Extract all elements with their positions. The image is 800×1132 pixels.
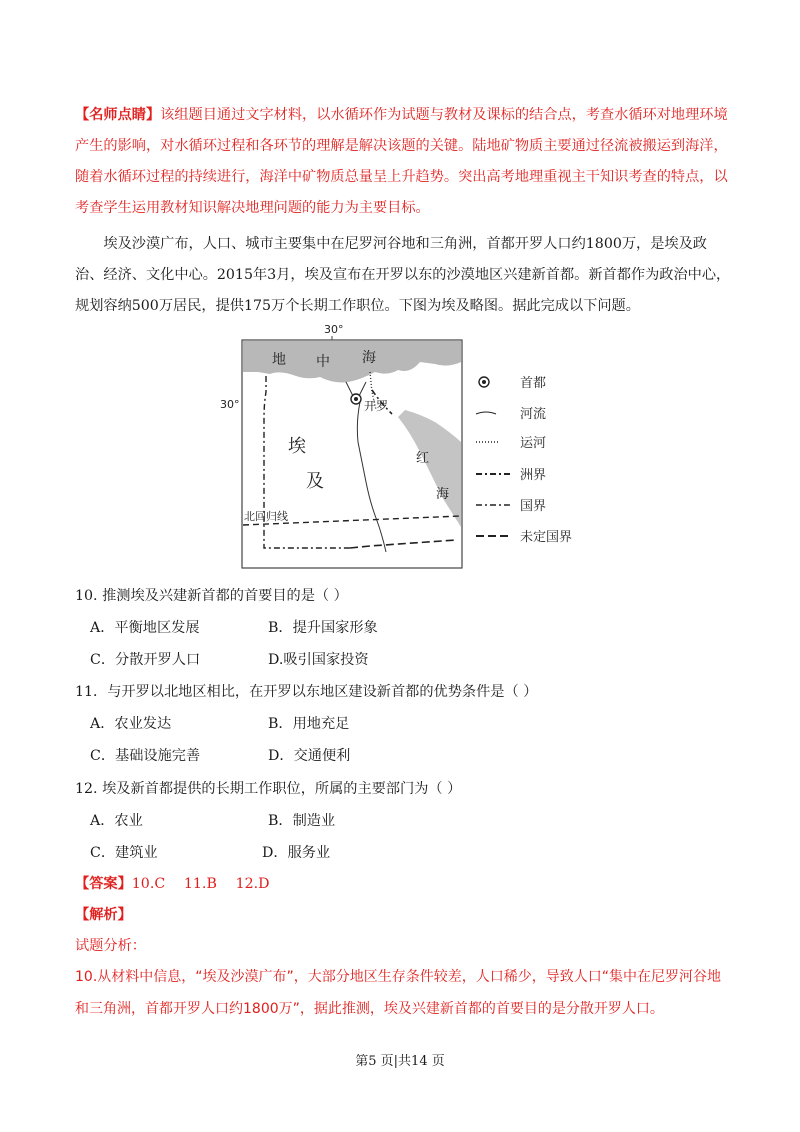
q12-option-c: C．建筑业 — [90, 845, 158, 861]
legend-river-icon — [476, 412, 496, 414]
legend-capital: 首都 — [520, 376, 547, 391]
legend-canal: 运河 — [520, 436, 547, 451]
sea-char-1: 地 — [272, 352, 286, 368]
answer-text: 10.C 11.B 12.D — [131, 876, 270, 892]
map-lat-label: 30° — [220, 398, 240, 411]
q11-option-a: A．农业发达 — [90, 716, 172, 732]
sea-char-2: 中 — [316, 354, 330, 370]
analysis-subtitle: 试题分析： — [75, 938, 146, 954]
map-lon-label: 30° — [324, 323, 344, 336]
country-char-1: 埃 — [288, 436, 306, 457]
intro-paragraph: 埃及沙漠广布，人口、城市主要集中在尼罗河谷地和三角洲，首都开罗人口约1800万，是埃及政治、经济、文化中心。2015年3月，埃及宣布在开罗以东的沙漠地区兴建新首都。新首都作为政治中心，规划容纳500万居民，提供175万个长期工作职位。下图为埃及略图。据此完成以下问题。 — [75, 236, 731, 314]
q11-option-d: D．交通便利 — [268, 748, 351, 764]
legend-river: 河流 — [520, 407, 547, 422]
tropic-label: 北回归线 — [244, 510, 288, 523]
analysis-tag: 【解析】 — [75, 907, 132, 923]
q12-option-a: A．农业 — [90, 813, 143, 829]
question-12-stem: 12. 埃及新首都提供的长期工作职位，所属的主要部门为（ ） — [75, 781, 462, 797]
tip-paragraph — [75, 100, 735, 224]
answer-tag: 【答案】 — [75, 876, 132, 892]
legend-continent: 洲界 — [520, 468, 547, 483]
page-footer: 第5 页|共14 页 — [355, 1054, 445, 1069]
analysis-line-2: 和三角洲，首都开罗人口约1800万”，据此推测，埃及兴建新首都的首要目的是分散开罗人口。 — [75, 1001, 664, 1017]
egypt-map — [220, 322, 590, 570]
analysis-line-1: 10.从材料中信息，“埃及沙漠广布”，大部分地区生存条件较差，人口稀少，导致人口“集中在尼罗河谷地 — [75, 969, 722, 985]
question-11-stem: 11．与开罗以北地区相比，在开罗以东地区建设新首都的优势条件是（ ） — [75, 684, 538, 700]
q10-option-a: A．平衡地区发展 — [90, 620, 200, 636]
q11-option-b: B．用地充足 — [268, 716, 350, 732]
answer-line — [75, 873, 270, 893]
red-sea-char-1: 红 — [416, 451, 430, 466]
q10-option-b: B．提升国家形象 — [268, 620, 378, 636]
tip-tag: 【名师点睛】 — [75, 107, 161, 123]
red-sea-char-2: 海 — [436, 487, 450, 502]
capital-label: 开罗 — [364, 399, 389, 413]
map-legend — [476, 375, 572, 545]
country-char-2: 及 — [306, 471, 324, 492]
q12-option-d: D．服务业 — [262, 845, 331, 861]
q12-option-b: B．制造业 — [268, 813, 336, 829]
q10-option-c: C．分散开罗人口 — [90, 652, 201, 668]
tip-text: 该组题目通过文字材料，以水循环作为试题与教材及课标的结合点，考查水循环对地理环境产生的影响，对水循环过程和各环节的理解是解决该题的关键。陆地矿物质主要通过径流被搬运到海洋，随着水循环过程的持续进行，海洋中矿物质总量呈上升趋势。突出高考地理重视主干知识考查的特点，以考查学生运用教材知识解决地理问题的能力为主要目标。 — [75, 107, 728, 216]
question-10-stem: 10. 推测埃及兴建新首都的首要目的是（ ） — [75, 588, 348, 604]
legend-border: 国界 — [520, 499, 547, 514]
legend-disputed: 未定国界 — [520, 530, 573, 545]
q10-option-d: D.吸引国家投资 — [268, 652, 369, 668]
q11-option-c: C．基础设施完善 — [90, 748, 201, 764]
sea-char-3: 海 — [362, 350, 376, 366]
